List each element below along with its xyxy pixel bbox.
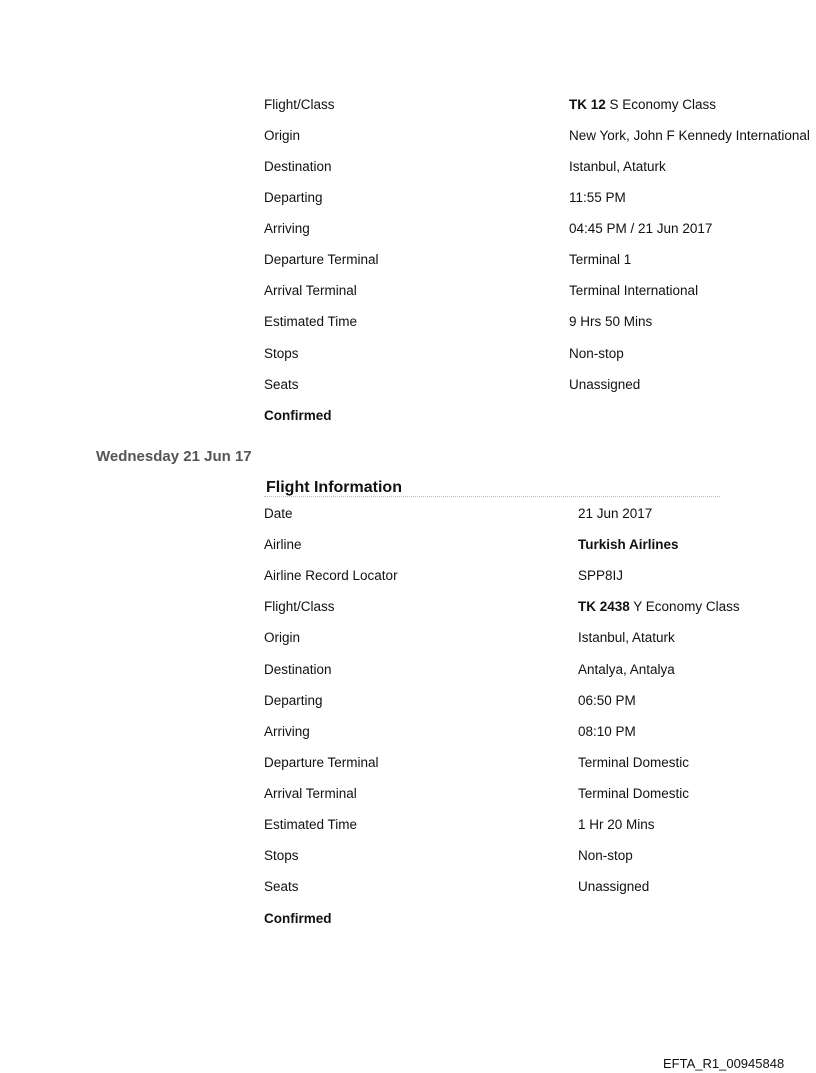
flight-class: S Economy Class [605,97,717,112]
flight-class: Y Economy Class [629,599,740,614]
row-label: Estimated Time [264,817,358,832]
row-label: Departing [264,693,323,708]
document-id: EFTA_R1_00945848 [663,1056,785,1071]
flight-number: TK 2438 [578,599,630,614]
row-value: Antalya, Antalya [578,662,675,677]
row-label: Departure Terminal [264,755,379,770]
row-value: 06:50 PM [578,693,636,708]
row-value [578,599,740,615]
row-label: Seats [264,879,299,894]
row-label: Airline [264,537,302,552]
flight-number: TK 12 [569,97,606,112]
day-header: Wednesday 21 Jun 17 [96,448,252,465]
row-value: Non-stop [569,346,624,361]
row-value: Non-stop [578,848,633,863]
row-value: 04:45 PM / 21 Jun 2017 [569,221,713,236]
status-confirmed: Confirmed [264,911,332,926]
row-value: Unassigned [569,377,641,392]
row-label: Arrival Terminal [264,283,357,298]
row-value: Terminal Domestic [578,786,690,801]
row-label: Arrival Terminal [264,786,357,801]
row-label: Arriving [264,724,310,739]
airline-name: Turkish Airlines [578,537,679,552]
row-value: Terminal 1 [569,252,632,267]
row-label: Departing [264,190,323,205]
row-value: New York, John F Kennedy International [569,128,810,143]
row-label: Stops [264,848,299,863]
row-value: 1 Hr 20 Mins [578,817,655,832]
row-label: Flight/Class [264,599,335,614]
row-label: Stops [264,346,299,361]
row-label: Origin [264,630,301,645]
row-value: 11:55 PM [569,190,626,205]
row-value: Unassigned [578,879,650,894]
section-divider [264,496,720,497]
row-label: Date [264,506,293,521]
row-label: Destination [264,662,332,677]
status-confirmed: Confirmed [264,408,332,423]
section-title: Flight Information [266,479,402,496]
row-value: 08:10 PM [578,724,636,739]
row-label: Airline Record Locator [264,568,398,583]
row-label: Departure Terminal [264,252,379,267]
row-value [569,97,716,113]
row-value: Istanbul, Ataturk [578,630,675,645]
row-label: Origin [264,128,301,143]
row-value: 21 Jun 2017 [578,506,653,521]
row-label: Flight/Class [264,97,335,112]
row-value: Istanbul, Ataturk [569,159,666,174]
row-label: Destination [264,159,332,174]
row-value: SPP8IJ [578,568,624,583]
row-value: Terminal Domestic [578,755,690,770]
row-label: Estimated Time [264,314,358,329]
row-value: 9 Hrs 50 Mins [569,314,653,329]
row-label: Seats [264,377,299,392]
row-label: Arriving [264,221,310,236]
row-value: Terminal International [569,283,699,298]
